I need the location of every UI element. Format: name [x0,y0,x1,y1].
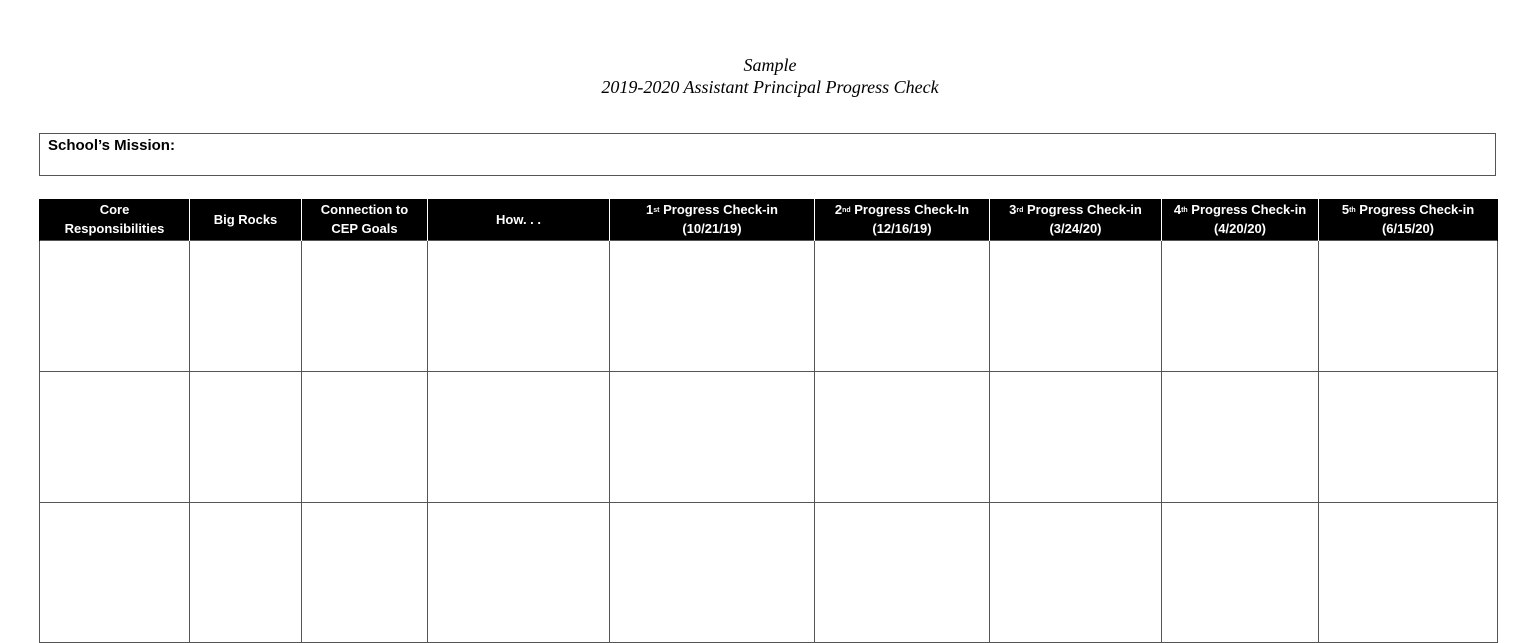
header-progress-check-5 [1319,199,1498,240]
ordinal-suffix: st [653,207,660,215]
table-row [40,371,1498,502]
check-date: (12/16/19) [872,221,932,237]
check-number: 3 [1009,202,1017,218]
progress-check-table [39,199,1498,643]
table-cell[interactable] [610,371,815,502]
check-date: (4/20/20) [1213,221,1267,237]
table-cell[interactable] [40,371,190,502]
check-label: Progress Check-In [850,202,970,218]
header-progress-check-3 [990,199,1162,240]
header-line: Responsibilities [64,221,165,237]
table-cell[interactable] [1319,240,1498,371]
table-cell[interactable] [40,240,190,371]
table-cell[interactable] [190,502,302,642]
ordinal-suffix: th [1181,207,1188,215]
table-cell[interactable] [302,371,428,502]
ordinal-suffix: nd [842,207,851,215]
check-label: Progress Check-in [1023,202,1142,218]
header-progress-check-1 [610,199,815,240]
header-connection-cep-goals [302,199,428,240]
table-cell[interactable] [610,240,815,371]
ordinal-suffix: th [1349,207,1356,215]
table-cell[interactable] [428,502,610,642]
header-progress-check-2 [815,199,990,240]
check-number: 2 [834,202,843,218]
ordinal-suffix: rd [1016,207,1024,215]
table-cell[interactable] [1162,502,1319,642]
table-cell[interactable] [815,502,990,642]
header-line: Core [99,202,130,218]
check-number: 5 [1341,202,1350,218]
table-cell[interactable] [990,371,1162,502]
header-core-responsibilities [40,199,190,240]
document-title [0,54,1531,98]
title-line-main: 2019-2020 Assistant Principal Progress Check [601,77,939,97]
table-body [40,240,1498,642]
table-header-row [40,199,1498,240]
table-row [40,240,1498,371]
mission-label: School’s Mission: [48,137,175,154]
table-cell[interactable] [990,240,1162,371]
table-cell[interactable] [302,240,428,371]
table-cell[interactable] [610,502,815,642]
check-date: (10/21/19) [682,221,742,237]
table-cell[interactable] [302,502,428,642]
check-label: Progress Check-in [1355,202,1475,218]
check-label: Progress Check-in [659,202,778,218]
table-cell[interactable] [40,502,190,642]
header-line: How. . . [495,211,542,227]
check-number: 1 [646,202,654,218]
header-line: Connection to [320,202,409,218]
table-cell[interactable] [1162,371,1319,502]
mission-field[interactable] [39,133,1496,176]
check-number: 4 [1173,202,1182,218]
table-cell[interactable] [815,240,990,371]
table-cell[interactable] [815,371,990,502]
check-date: (6/15/20) [1381,221,1435,237]
table-cell[interactable] [428,240,610,371]
table-row [40,502,1498,642]
title-line-sample: Sample [743,55,797,75]
table-cell[interactable] [428,371,610,502]
table-cell[interactable] [190,371,302,502]
header-progress-check-4 [1162,199,1319,240]
header-line: Big Rocks [213,211,278,227]
table-cell[interactable] [990,502,1162,642]
table-cell[interactable] [190,240,302,371]
check-date: (3/24/20) [1049,221,1102,237]
header-how [428,199,610,240]
table-cell[interactable] [1319,371,1498,502]
check-label: Progress Check-in [1187,202,1307,218]
table-cell[interactable] [1319,502,1498,642]
header-big-rocks [190,199,302,240]
header-line: CEP Goals [331,221,398,237]
table-cell[interactable] [1162,240,1319,371]
